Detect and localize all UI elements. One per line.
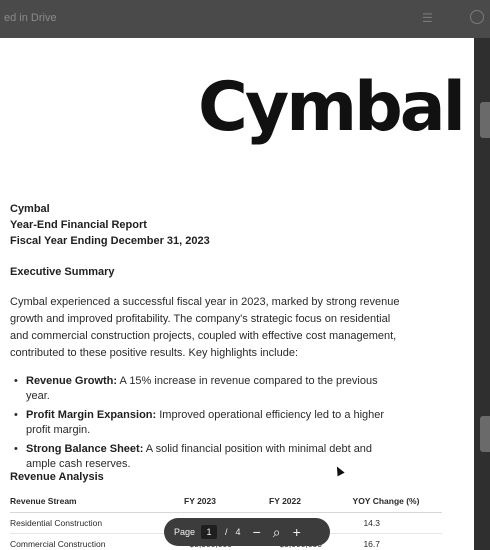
table-cell: Residential Construction xyxy=(10,512,160,533)
list-item xyxy=(14,408,404,438)
col-header: YOY Change (%) xyxy=(330,490,442,512)
report-title: Year-End Financial Report xyxy=(10,219,147,231)
total-pages: 4 xyxy=(235,527,241,537)
cymbal-logo: Cymbal xyxy=(198,68,463,147)
fiscal-year: Fiscal Year Ending December 31, 2023 xyxy=(10,235,210,247)
zoom-in-button[interactable]: + xyxy=(292,524,301,540)
table-cell: 16.7 xyxy=(330,533,442,550)
bullet-bold: Profit Margin Expansion: xyxy=(26,409,157,421)
col-header: FY 2023 xyxy=(160,490,240,512)
settings-icon xyxy=(470,10,484,24)
side-tab xyxy=(480,416,490,452)
zoom-out-button[interactable]: − xyxy=(252,524,261,540)
bullet-bold: Strong Balance Sheet: xyxy=(26,443,144,455)
bullet-text: Improved operational efficiency led to a higher profit margin. xyxy=(26,409,385,436)
page-separator: / xyxy=(225,527,228,537)
app-top-bar xyxy=(0,0,490,38)
bullet-text: A 15% increase in revenue compared to the previous year. xyxy=(26,375,378,402)
company-name: Cymbal xyxy=(10,203,50,215)
exec-summary-text: Cymbal experienced a successful fiscal year in 2023, marked by strong revenue growth and improved profitability. The company's strategic focus on residential and commercial construction projects, coupled with effective cost management, contributed to these positive results. Key highlights include: xyxy=(10,296,400,359)
list-item xyxy=(14,374,404,404)
side-panel xyxy=(474,38,490,550)
bullet-text: A solid financial position with minimal debt and ample cash reserves. xyxy=(26,443,373,470)
col-header: Revenue Stream xyxy=(10,490,160,512)
col-header: FY 2022 xyxy=(240,490,330,512)
document-page[interactable] xyxy=(0,38,474,550)
page-number-input[interactable]: 1 xyxy=(201,525,217,539)
page-label: Page xyxy=(174,527,196,537)
list-item xyxy=(14,442,404,472)
side-tab xyxy=(480,102,490,138)
filter-icon: ☰ xyxy=(422,11,433,25)
table-cell: 14.3 xyxy=(330,512,442,533)
zoom-icon[interactable]: ⌕ xyxy=(272,524,281,540)
exec-summary-heading: Executive Summary xyxy=(10,266,115,278)
highlights-list xyxy=(14,374,404,476)
table-cell: Commercial Construction xyxy=(10,533,160,550)
table-header-row xyxy=(10,490,442,512)
bullet-bold: Revenue Growth: xyxy=(26,375,118,387)
page-toolbar xyxy=(164,518,330,546)
app-title: ed in Drive xyxy=(4,12,57,24)
revenue-heading: Revenue Analysis xyxy=(10,471,104,483)
